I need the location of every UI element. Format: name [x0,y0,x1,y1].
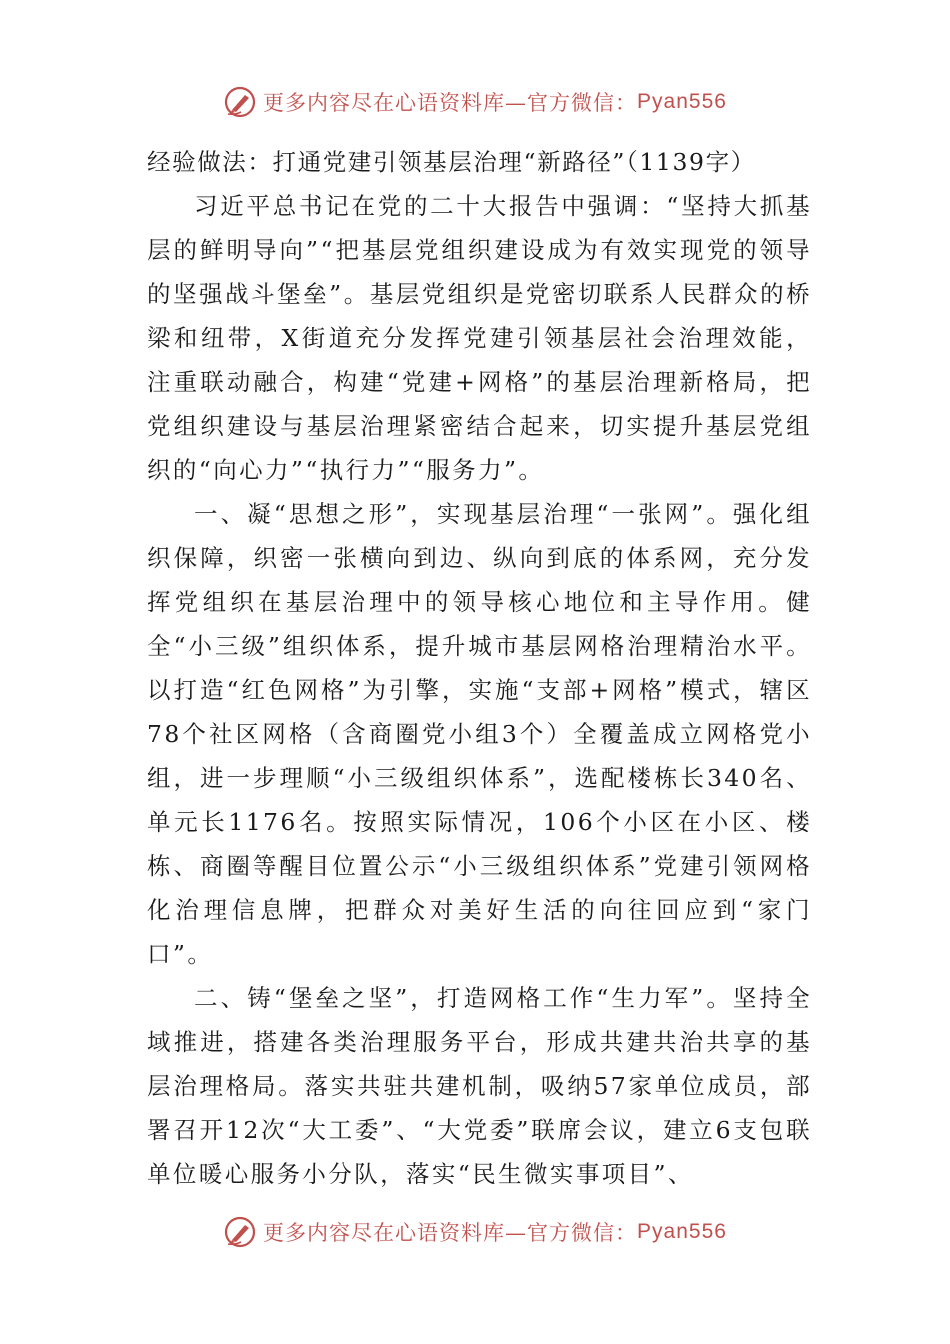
paragraph-section-two: 二、铸“堡垒之坚”，打造网格工作“生力军”。坚持全域推进，搭建各类治理服务平台，形成共建共治共享的基层治理格局。落实共驻共建机制，吸纳57家单位成员，部署召开12次“大工委”、“大党委”联席会议，建立6支包联单位暖心服务小分队，落实“民生微实事项目”、 [147,984,812,1188]
watermark-wechat-id: Pyan556 [637,90,727,113]
watermark-header [0,82,950,122]
watermark-text: 更多内容尽在心语资料库—官方微信： [263,91,638,115]
pen-logo-icon [223,1215,257,1249]
watermark-text: 更多内容尽在心语资料库—官方微信： [263,1221,638,1245]
paragraph-section-one: 一、凝“思想之形”，实现基层治理“一张网”。强化组织保障，织密一张横向到边、纵向到底的体系网，充分发挥党组织在基层治理中的领导核心地位和主导作用。健全“小三级”组织体系，提升城市基层网格治理精治水平。以打造“红色网格”为引擎，实施“支部+网格”模式，辖区78个社区网格（含商圈党小组3个）全覆盖成立网格党小组，进一步理顺“小三级组织体系”，选配楼栋长340名、单元长1176名。按照实际情况，106个小区在小区、楼栋、商圈等醒目位置公示“小三级组织体系”党建引领网格化治理信息牌，把群众对美好生活的向往回应到“家门口”。 [147,500,812,968]
document-body [147,140,812,1196]
document-title: 经验做法：打通党建引领基层治理“新路径”（1139字） [147,148,756,176]
watermark-footer [0,1212,950,1252]
paragraph-intro: 习近平总书记在党的二十大报告中强调：“坚持大抓基层的鲜明导向”“把基层党组织建设成为有效实现党的领导的坚强战斗堡垒”。基层党组织是党密切联系人民群众的桥梁和纽带，X街道充分发挥党建引领基层社会治理效能，注重联动融合，构建“党建+网格”的基层治理新格局，把党组织建设与基层治理紧密结合起来，切实提升基层党组织的“向心力”“执行力”“服务力”。 [147,192,812,484]
pen-logo-icon [223,85,257,119]
watermark-wechat-id: Pyan556 [637,1220,727,1243]
